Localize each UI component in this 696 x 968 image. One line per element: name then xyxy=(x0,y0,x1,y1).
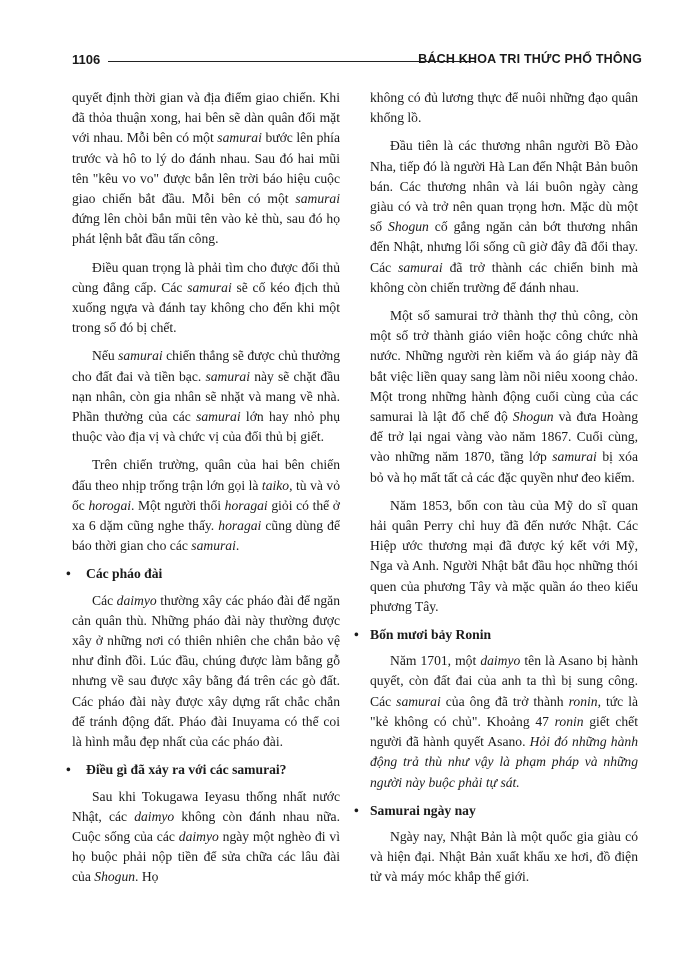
text-run: Năm 1701, một xyxy=(390,653,481,669)
italic-term: samurai xyxy=(191,538,236,554)
text-run: Ngày nay, Nhật Bản là một quốc gia giàu có và hiện đại. Nhật Bản xuất khẩu xe hơi, đồ điện tử và máy móc khắp thế giới. xyxy=(370,828,638,885)
italic-term: samurai xyxy=(396,693,441,709)
text-run: đã trở thành các chiến binh mà không còn chiến trường để đánh nhau. xyxy=(370,259,638,295)
paragraph xyxy=(370,496,638,617)
text-run: giỏi có thể ở xa 6 dặm cũng nghe thấy. xyxy=(72,497,340,534)
bullet-icon: • xyxy=(354,627,359,643)
italic-term: samurai xyxy=(295,191,340,207)
page-number: 1106 xyxy=(72,52,101,67)
italic-term: Shogun xyxy=(388,219,429,235)
italic-term: horogai xyxy=(88,497,132,513)
left-column xyxy=(66,88,341,896)
italic-term: samurai xyxy=(118,348,163,364)
italic-term: Shogun xyxy=(512,409,554,425)
text-run: lớn hay nhỏ phụ thuộc vào địa vị và chức vị của đối thủ bị giết. xyxy=(72,409,340,445)
section-heading-text: Điều gì đã xảy ra với các samurai? xyxy=(86,762,287,778)
italic-term: horagai xyxy=(224,497,268,513)
italic-term: samurai xyxy=(196,409,241,425)
text-run: sẽ cố kéo địch thủ xuống ngựa và đánh tay không cho đến khi một trong số đó bị chết. xyxy=(72,279,340,336)
section-heading-text: Các pháo đài xyxy=(86,566,163,582)
section-heading xyxy=(66,564,340,584)
text-run: Năm 1853, bốn con tàu của Mỹ do sĩ quan hải quân Perry chỉ huy đã đến nước Nhật. Các Hiệp ước thương mại đã được ký kết với Mỹ, Nga và Anh. Người Nhật bắt đầu học những thói quen của phương Tây và mặc quần áo theo kiểu phương Tây. xyxy=(370,497,638,614)
text-run: không còn đánh nhau nữa. Cuộc sống của các xyxy=(72,808,340,844)
italic-term: taiko xyxy=(261,477,290,493)
paragraph xyxy=(72,258,340,339)
italic-term: daimyo xyxy=(134,808,175,824)
text-run: bị xóa bỏ và họ mất tất cả các đặc quyền như đeo kiếm. xyxy=(370,449,638,485)
text-run: chiến thắng sẽ được chủ thưởng cho đất đai và tiền bạc. xyxy=(72,348,341,384)
section-heading-text: Samurai ngày nay xyxy=(370,802,476,818)
text-run: này sẽ chặt đầu nạn nhân, còn gia nhân sẽ nhặt và mang về nhà. Phần thưởng của các xyxy=(72,368,340,425)
text-run: Đầu tiên là các thương nhân người Bồ Đào Nha, tiếp đó là người Hà Lan đến Nhật Bản buôn bán. Các thương nhân và lái buôn ngày càng giàu có và trở nên quan trọng hơn. Mặc dù một số xyxy=(370,138,638,235)
section-heading xyxy=(66,760,340,780)
text-run: bước lên phía trước và hô to lý do đánh nhau. Sau đó hai mũi tên "kêu vo vo" được bắn lên trời báo hiệu cuộc giao chiến bắt đầu. Mỗi bên có một xyxy=(72,130,340,207)
text-run: . Một người thổi xyxy=(131,497,225,513)
text-run: Một số samurai trở thành thợ thủ công, còn một số trở thành giáo viên hoặc công chức nhà nước. Những người rèn kiếm và áo giáp này đã bắt việc liền quay sang làm nồi niêu xoong chảo. Một trong những hành động cuối cùng của các samurai là lật đổ chế độ xyxy=(370,308,638,425)
italic-term: samurai xyxy=(552,449,597,465)
text-run: Nếu xyxy=(92,348,119,364)
italic-term: Hỏi đó những hành động trả thù như vậy là phạm pháp và những người này buộc phải tự sát. xyxy=(370,734,638,790)
text-run: và đưa Hoàng đế trở lại ngai vàng vào năm 1867. Cuối cùng, vào những năm 1870, tầng lớp xyxy=(370,409,639,465)
section-heading xyxy=(354,625,638,645)
text-run: thường xây các pháo đài để ngăn cản quân thù. Những pháo đài này thường được xây ở những nơi có thiên nhiên che chắn bảo vệ như đỉnh đồi. Lúc đầu, chúng được làm bằng gỗ nhưng về sau được xây bằng đá trên các gò đất. Các pháo đài này được xây dựng rất chắc chắn để tránh động đất. Pháo đài Inuyama có thể coi là hình mẫu đẹp nhất của các pháo đài. xyxy=(72,592,340,750)
paragraph xyxy=(370,827,638,888)
text-run: không có đủ lương thực để nuôi những đạo quân khổng lồ. xyxy=(370,90,638,126)
italic-term: ronin xyxy=(568,693,598,709)
paragraph xyxy=(370,88,638,128)
right-column xyxy=(354,88,639,896)
running-title: BÁCH KHOA TRI THỨC PHỔ THÔNG xyxy=(418,52,642,66)
italic-term: daimyo xyxy=(178,828,219,844)
italic-term: horagai xyxy=(218,518,262,534)
text-run: Các xyxy=(92,592,117,608)
text-run: , tù và vỏ ốc xyxy=(72,477,340,513)
italic-term: daimyo xyxy=(480,653,521,669)
paragraph xyxy=(72,346,340,447)
page-header xyxy=(72,52,642,70)
italic-term: samurai xyxy=(217,130,262,146)
paragraph xyxy=(72,455,340,556)
text-run: , tức là "kẻ không có chủ". Khoảng 47 xyxy=(370,693,638,729)
paragraph xyxy=(72,591,340,753)
italic-term: samurai xyxy=(205,368,251,384)
paragraph xyxy=(370,136,638,298)
text-run: . xyxy=(235,538,240,554)
italic-term: samurai xyxy=(187,279,232,295)
text-run: giết chết người đã hành quyết Asano. xyxy=(370,713,638,750)
paragraph xyxy=(370,306,638,488)
text-run: Sau khi Tokugawa Ieyasu thống nhất nước Nhật, các xyxy=(72,788,340,824)
italic-term: daimyo xyxy=(116,592,157,608)
italic-term: Shogun xyxy=(94,869,136,885)
italic-term: samurai xyxy=(398,259,443,275)
text-run: quyết định thời gian và địa điểm giao chiến. Khi đã thỏa thuận xong, hai bên sẽ dàn quân đối mặt với nhau. Mỗi bên có một xyxy=(72,90,340,146)
section-heading-text: Bốn mươi bảy Ronin xyxy=(370,627,492,643)
bullet-icon: • xyxy=(354,802,359,818)
italic-term: ronin xyxy=(554,713,584,729)
text-run: cố gắng ngăn cản bớt thương nhân đến Nhật, nhưng lối sống cũ giờ đây đã đổi thay. Các xyxy=(370,219,638,275)
text-run: của ông đã trở thành xyxy=(440,693,569,709)
text-run: cũng dùng để báo thời gian cho các xyxy=(72,518,340,554)
paragraph xyxy=(72,787,340,888)
bullet-icon: • xyxy=(66,762,71,778)
text-run: ngày một nghèo đi vì họ buộc phải nộp tiền để sửa chữa các lâu đài của xyxy=(72,828,341,885)
paragraph xyxy=(370,651,638,792)
section-heading xyxy=(354,801,638,821)
paragraph xyxy=(72,88,340,250)
text-run: Trên chiến trường, quân của hai bên chiến đấu theo nhịp trống trận lớn gọi là xyxy=(72,457,340,493)
text-run: Điều quan trọng là phải tìm cho được đối thủ cùng đẳng cấp. Các xyxy=(72,259,340,295)
text-run: tên là Asano bị hành quyết, còn đất đai của anh ta thì bị sung công. Các xyxy=(370,653,638,709)
bullet-icon: • xyxy=(66,566,71,582)
text-run: đứng lên chòi bắn mũi tên vào kẻ thù, sau đó họ phát lệnh bắt đầu tấn công. xyxy=(72,211,340,247)
text-run: . Họ xyxy=(135,869,159,885)
